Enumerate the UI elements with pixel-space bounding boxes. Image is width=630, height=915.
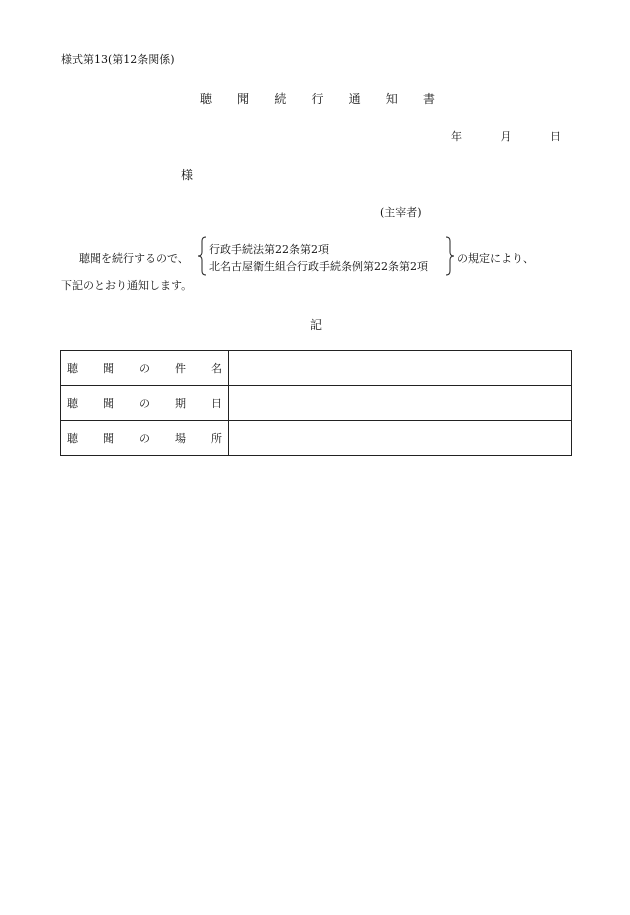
title-char: 続 [274,92,287,106]
recipient-suffix: 様 [181,168,194,182]
title-char: 行 [311,92,324,106]
date-value-cell[interactable] [229,386,572,421]
label-char: 聞 [103,432,114,445]
label-char: 件 [175,362,186,375]
date-line [451,128,561,144]
label-char: 期 [175,397,186,410]
label-char: 日 [211,397,222,410]
label-char: の [139,362,150,375]
label-char: 聞 [103,397,114,410]
title-char: 通 [348,92,361,106]
label-char: 聴 [67,432,78,445]
table-row [61,386,572,421]
notice-tail-text: の規定により、 [457,252,534,265]
date-day-label: 日 [550,130,561,143]
title-char: 書 [422,92,435,106]
notice-second-line: 下記のとおり通知します。 [61,279,193,292]
law-reference-1: 行政手続法第22条第2項 [209,243,329,256]
date-year-label: 年 [451,130,462,143]
label-char: 聴 [67,397,78,410]
label-char: の [139,432,150,445]
label-char: 場 [175,432,186,445]
document-title [200,90,435,107]
table-row [61,351,572,386]
label-char: 所 [211,432,222,445]
row-label-case-name [61,351,229,386]
row-label-place [61,421,229,456]
title-char: 知 [385,92,398,106]
title-char: 聞 [237,92,250,106]
label-char: 名 [211,362,222,375]
label-char: の [139,397,150,410]
table-row [61,421,572,456]
case-name-value-cell[interactable] [229,351,572,386]
law-reference-2: 北名古屋衛生組合行政手続条例第22条第2項 [209,260,428,273]
notice-lead-text: 聴聞を続行するので、 [79,252,189,265]
ki-heading: 記 [310,318,323,332]
place-value-cell[interactable] [229,421,572,456]
right-brace [445,236,455,276]
left-brace [197,236,207,276]
hearing-details-table [60,350,572,456]
date-month-label: 月 [500,130,512,143]
label-char: 聞 [103,362,114,375]
organizer-label: (主宰者) [380,206,422,219]
row-label-date [61,386,229,421]
label-char: 聴 [67,362,78,375]
title-char: 聴 [200,92,213,106]
form-number: 様式第13(第12条関係) [61,53,175,66]
